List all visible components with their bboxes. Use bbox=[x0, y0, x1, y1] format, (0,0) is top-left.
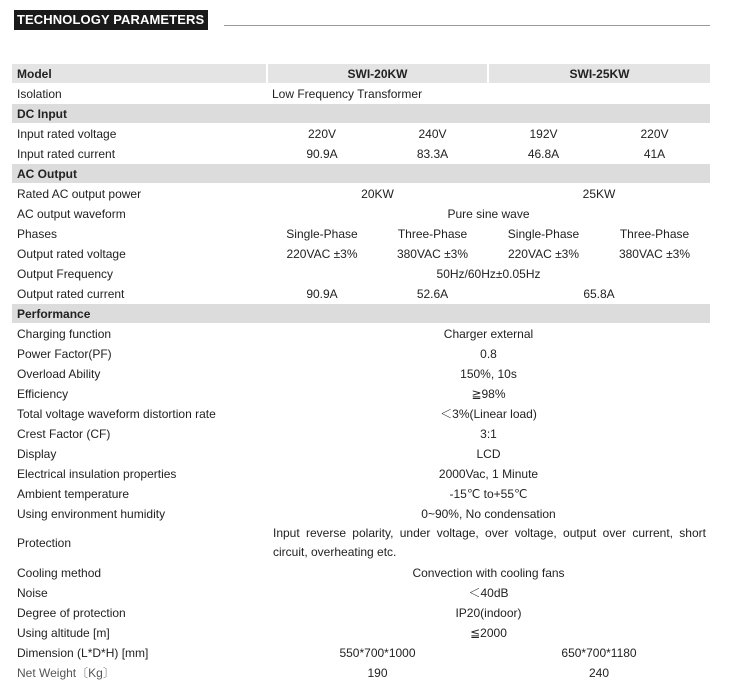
cooling-row bbox=[12, 563, 710, 583]
cell-value: 190 bbox=[267, 663, 488, 683]
cell-value: 52.6A bbox=[377, 284, 488, 304]
row-label: Crest Factor (CF) bbox=[12, 424, 267, 444]
cell-value: Convection with cooling fans bbox=[267, 563, 710, 583]
cell-value: Three-Phase bbox=[377, 224, 488, 244]
cell-value: 220V bbox=[267, 124, 377, 144]
cell-value: 150%, 10s bbox=[267, 364, 710, 384]
row-label: Electrical insulation properties bbox=[12, 464, 267, 484]
row-label: AC output waveform bbox=[12, 204, 267, 224]
cell-value: 240V bbox=[377, 124, 488, 144]
cell-value: 550*700*1000 bbox=[267, 643, 488, 663]
cell-value: ＜3%(Linear load) bbox=[267, 404, 710, 424]
row-label: Input rated voltage bbox=[12, 124, 267, 144]
section-title: DC Input bbox=[12, 104, 710, 124]
distortion-row bbox=[12, 404, 710, 424]
insulation-row bbox=[12, 464, 710, 484]
row-label: Net Weight〔Kg〕 bbox=[12, 663, 267, 683]
cell-value: ≦2000 bbox=[267, 623, 710, 643]
output-voltage-row bbox=[12, 244, 710, 264]
row-label: Total voltage waveform distortion rate bbox=[12, 404, 267, 424]
section-title: Performance bbox=[12, 304, 710, 324]
heading-divider bbox=[224, 25, 710, 26]
cell-value: Input reverse polarity, under voltage, over voltage, output over current, short circuit, overheating etc. bbox=[267, 524, 710, 563]
cell-value: 25KW bbox=[488, 184, 710, 204]
cell-value: 20KW bbox=[267, 184, 488, 204]
row-label: Protection bbox=[12, 524, 267, 563]
cell-value: 220VAC ±3% bbox=[267, 244, 377, 264]
row-label: Ambient temperature bbox=[12, 484, 267, 504]
isolation-value: Low Frequency Transformer bbox=[267, 84, 710, 104]
section-title: AC Output bbox=[12, 164, 710, 184]
output-current-row bbox=[12, 284, 710, 304]
row-label: Input rated current bbox=[12, 144, 267, 164]
noise-row bbox=[12, 583, 710, 603]
row-label: Rated AC output power bbox=[12, 184, 267, 204]
cell-value: Single-Phase bbox=[488, 224, 599, 244]
cell-value: 0~90%, No condensation bbox=[267, 504, 710, 524]
row-label: Output Frequency bbox=[12, 264, 267, 284]
model-swi-20kw: SWI-20KW bbox=[267, 64, 488, 84]
cell-value: 46.8A bbox=[488, 144, 599, 164]
output-power-row bbox=[12, 184, 710, 204]
cell-value: Single-Phase bbox=[267, 224, 377, 244]
isolation-label: Isolation bbox=[12, 84, 267, 104]
phases-row bbox=[12, 224, 710, 244]
row-label: Output rated current bbox=[12, 284, 267, 304]
cell-value: ≧98% bbox=[267, 384, 710, 404]
cell-value: 240 bbox=[488, 663, 710, 683]
input-current-row bbox=[12, 144, 710, 164]
cell-value: ＜40dB bbox=[267, 583, 710, 603]
row-label: Using altitude [m] bbox=[12, 623, 267, 643]
dimension-row bbox=[12, 643, 710, 663]
cell-value: 380VAC ±3% bbox=[599, 244, 710, 264]
cell-value: 2000Vac, 1 Minute bbox=[267, 464, 710, 484]
cell-value: 65.8A bbox=[488, 284, 710, 304]
row-label: Dimension (L*D*H) [mm] bbox=[12, 643, 267, 663]
cell-value: 90.9A bbox=[267, 144, 377, 164]
row-label: Phases bbox=[12, 224, 267, 244]
model-swi-25kw: SWI-25KW bbox=[488, 64, 710, 84]
altitude-row bbox=[12, 623, 710, 643]
power-factor-row bbox=[12, 344, 710, 364]
page-title: TECHNOLOGY PARAMETERS bbox=[14, 10, 208, 30]
weight-row bbox=[12, 663, 710, 683]
cell-value: 41A bbox=[599, 144, 710, 164]
cell-value: 192V bbox=[488, 124, 599, 144]
row-label: Degree of protection bbox=[12, 603, 267, 623]
ambient-row bbox=[12, 484, 710, 504]
isolation-row bbox=[12, 84, 710, 104]
row-label: Power Factor(PF) bbox=[12, 344, 267, 364]
model-label: Model bbox=[12, 64, 267, 84]
cell-value: IP20(indoor) bbox=[267, 603, 710, 623]
cell-value: 90.9A bbox=[267, 284, 377, 304]
section-dc-input bbox=[12, 104, 710, 124]
section-ac-output bbox=[12, 164, 710, 184]
cell-value: 380VAC ±3% bbox=[377, 244, 488, 264]
crest-factor-row bbox=[12, 424, 710, 444]
spec-table bbox=[12, 64, 710, 683]
cell-value: Three-Phase bbox=[599, 224, 710, 244]
model-row bbox=[12, 64, 710, 84]
cell-value: 50Hz/60Hz±0.05Hz bbox=[267, 264, 710, 284]
row-label: Display bbox=[12, 444, 267, 464]
output-waveform-row bbox=[12, 204, 710, 224]
cell-value: 220VAC ±3% bbox=[488, 244, 599, 264]
humidity-row bbox=[12, 504, 710, 524]
row-label: Noise bbox=[12, 583, 267, 603]
row-label: Charging function bbox=[12, 324, 267, 344]
row-label: Output rated voltage bbox=[12, 244, 267, 264]
input-voltage-row bbox=[12, 124, 710, 144]
protection-degree-row bbox=[12, 603, 710, 623]
display-row bbox=[12, 444, 710, 464]
row-label: Efficiency bbox=[12, 384, 267, 404]
row-label: Overload Ability bbox=[12, 364, 267, 384]
cell-value: -15℃ to+55℃ bbox=[267, 484, 710, 504]
row-label: Cooling method bbox=[12, 563, 267, 583]
section-performance bbox=[12, 304, 710, 324]
overload-row bbox=[12, 364, 710, 384]
cell-value: Charger external bbox=[267, 324, 710, 344]
heading-block bbox=[14, 10, 710, 32]
cell-value: 650*700*1180 bbox=[488, 643, 710, 663]
efficiency-row bbox=[12, 384, 710, 404]
cell-value: 83.3A bbox=[377, 144, 488, 164]
row-label: Using environment humidity bbox=[12, 504, 267, 524]
charging-row bbox=[12, 324, 710, 344]
output-frequency-row bbox=[12, 264, 710, 284]
cell-value: 3:1 bbox=[267, 424, 710, 444]
cell-value: 220V bbox=[599, 124, 710, 144]
cell-value: LCD bbox=[267, 444, 710, 464]
cell-value: 0.8 bbox=[267, 344, 710, 364]
cell-value: Pure sine wave bbox=[267, 204, 710, 224]
protection-row bbox=[12, 524, 710, 563]
